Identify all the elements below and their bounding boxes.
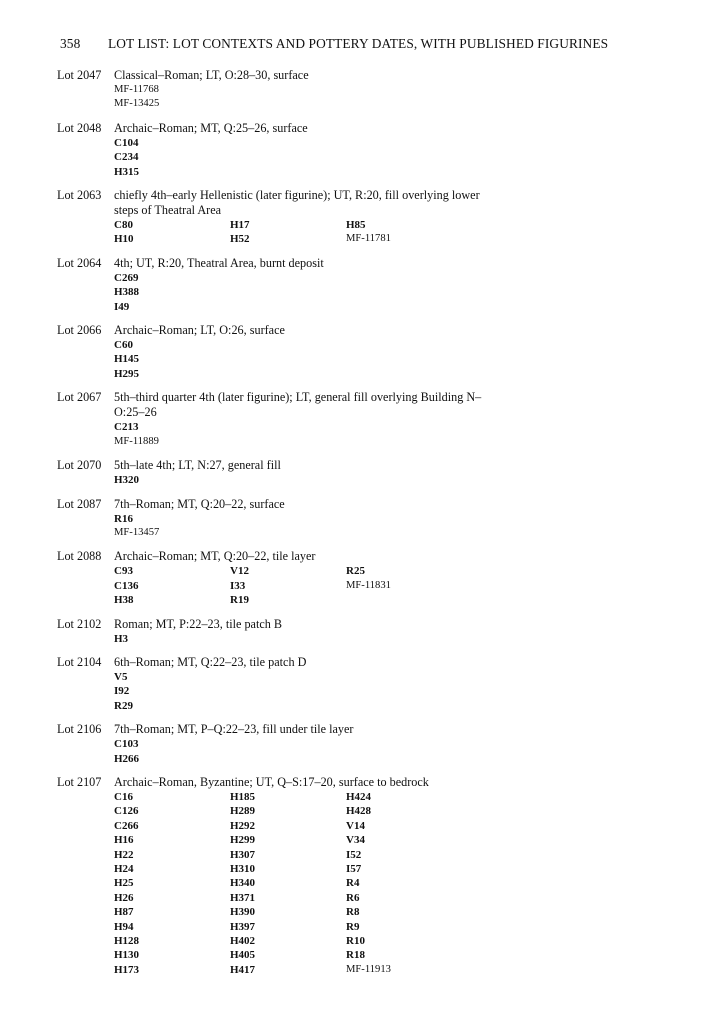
lot-label: Lot 2070 — [57, 458, 102, 473]
figurine-catalog-number: R16 — [114, 512, 133, 525]
figurine-catalog-number: H87 — [114, 906, 134, 919]
figurine-catalog-number: C104 — [114, 136, 139, 149]
figurine-catalog-number: H185 — [230, 790, 256, 803]
figurine-catalog-number: H22 — [114, 848, 134, 861]
figurine-list — [114, 83, 494, 112]
figurine-catalog-number: C103 — [114, 738, 139, 751]
lot-body — [114, 458, 494, 487]
figurine-catalog-number: R18 — [346, 949, 365, 962]
lot-body — [114, 390, 494, 449]
figurine-list — [114, 420, 494, 449]
figurine-catalog-number: H173 — [114, 963, 140, 976]
lot-label: Lot 2066 — [57, 323, 102, 338]
running-title: LOT LIST: LOT CONTEXTS AND POTTERY DATES, WITH PUBLISHED FIGURINES — [108, 36, 609, 51]
figurine-catalog-number: C93 — [114, 565, 133, 578]
lot-entry — [57, 617, 657, 646]
lot-description: chiefly 4th–early Hellenistic (later figurine); UT, R:20, fill overlying lower steps of Theatral Area — [114, 188, 480, 218]
figurine-catalog-number: H24 — [114, 863, 134, 875]
lot-entry — [57, 68, 657, 112]
lot-label: Lot 2067 — [57, 390, 102, 405]
figurine-catalog-number: R9 — [346, 920, 360, 933]
figurine-catalog-number: H52 — [230, 233, 250, 246]
figurine-catalog-number: V14 — [346, 819, 365, 832]
figurine-catalog-number: H405 — [230, 949, 256, 962]
figurine-catalog-number: I92 — [114, 685, 130, 698]
lot-body — [114, 121, 494, 179]
figurine-catalog-number: H16 — [114, 834, 134, 847]
figurine-catalog-number: H17 — [230, 219, 250, 232]
lot-description: 7th–Roman; MT, P–Q:22–23, fill under tile layer — [114, 722, 354, 737]
figurine-catalog-number: H85 — [346, 219, 366, 232]
figurine-catalog-number: R19 — [230, 594, 249, 607]
figurine-catalog-number: I33 — [230, 579, 246, 592]
figurine-catalog-number: R6 — [346, 891, 360, 904]
lot-entry — [57, 256, 657, 314]
lot-label: Lot 2106 — [57, 722, 102, 737]
lot-label: Lot 2063 — [57, 188, 102, 203]
figurine-catalog-number: H310 — [230, 863, 256, 875]
figurine-catalog-number: R29 — [114, 699, 133, 712]
figurine-catalog-number: H428 — [346, 805, 372, 818]
inventory-number: MF-11781 — [346, 233, 391, 245]
figurine-catalog-number: H130 — [114, 949, 140, 962]
figurine-list — [114, 136, 494, 179]
figurine-catalog-number: H292 — [230, 819, 256, 832]
lot-description: Archaic–Roman; MT, Q:20–22, tile layer — [114, 549, 316, 564]
lot-description: Roman; MT, P:22–23, tile patch B — [114, 616, 283, 631]
figurine-catalog-number: H340 — [230, 877, 256, 890]
lot-description: 6th–Roman; MT, Q:22–23, tile patch D — [114, 654, 307, 669]
inventory-number: MF-13425 — [114, 98, 160, 110]
figurine-catalog-number: C80 — [114, 219, 133, 232]
figurine-catalog-number: H266 — [114, 752, 140, 765]
lot-label: Lot 2047 — [57, 68, 102, 82]
figurine-catalog-number: H289 — [230, 805, 256, 818]
lot-body — [114, 256, 494, 314]
lot-label: Lot 2087 — [57, 496, 102, 511]
inventory-number: MF-11913 — [346, 963, 391, 975]
figurine-catalog-number: R25 — [346, 565, 365, 578]
lot-description: Archaic–Roman; MT, Q:25–26, surface — [114, 120, 308, 135]
figurine-catalog-number: H145 — [114, 353, 140, 366]
lot-entry — [57, 188, 657, 247]
lot-label: Lot 2088 — [57, 549, 102, 564]
figurine-catalog-number: I49 — [114, 300, 130, 313]
figurine-catalog-number: H25 — [114, 877, 134, 890]
figurine-catalog-number: H417 — [230, 963, 256, 976]
lot-body — [114, 188, 494, 247]
figurine-list — [114, 564, 494, 607]
lot-body — [114, 722, 494, 766]
lot-label: Lot 2064 — [57, 255, 102, 270]
figurine-catalog-number: H424 — [346, 790, 372, 803]
lot-description: 7th–Roman; MT, Q:20–22, surface — [114, 496, 285, 511]
lot-body — [114, 775, 494, 977]
lot-entry — [57, 775, 657, 977]
lot-entry — [57, 722, 657, 766]
running-header — [60, 36, 660, 52]
lot-entry — [57, 323, 657, 381]
lot-label: Lot 2107 — [57, 774, 102, 789]
figurine-catalog-number: H320 — [114, 474, 140, 487]
lot-description: Classical–Roman; LT, O:28–30, surface — [114, 68, 309, 82]
figurine-catalog-number: C16 — [114, 790, 133, 803]
figurine-catalog-number: H10 — [114, 233, 134, 246]
figurine-catalog-number: H307 — [230, 848, 256, 861]
figurine-catalog-number: V12 — [230, 565, 249, 578]
figurine-catalog-number: H3 — [114, 632, 129, 645]
figurine-catalog-number: H38 — [114, 594, 134, 607]
figurine-catalog-number: C126 — [114, 805, 139, 818]
lot-label: Lot 2104 — [57, 654, 102, 669]
figurine-catalog-number: H390 — [230, 906, 256, 919]
lot-label: Lot 2102 — [57, 616, 102, 631]
lot-entry — [57, 121, 657, 179]
lot-entry — [57, 549, 657, 607]
figurine-catalog-number: C60 — [114, 339, 133, 352]
figurine-list — [114, 338, 494, 381]
figurine-catalog-number: H295 — [114, 367, 140, 380]
lot-entry — [57, 655, 657, 713]
figurine-catalog-number: C234 — [114, 151, 139, 164]
lot-description: 5th–third quarter 4th (later figurine); LT, general fill overlying Building N–O:25–26 — [114, 390, 482, 420]
lot-entry — [57, 390, 657, 449]
figurine-catalog-number: I57 — [346, 863, 362, 875]
figurine-catalog-number: H26 — [114, 891, 134, 904]
figurine-catalog-number: V34 — [346, 834, 365, 847]
figurine-catalog-number: R10 — [346, 935, 365, 948]
lot-body — [114, 68, 494, 112]
lot-description: Archaic–Roman; LT, O:26, surface — [114, 323, 285, 338]
figurine-catalog-number: H94 — [114, 920, 134, 933]
figurine-catalog-number: H388 — [114, 286, 140, 299]
figurine-catalog-number: C266 — [114, 819, 139, 832]
figurine-catalog-number: C213 — [114, 421, 139, 434]
figurine-list — [114, 473, 494, 487]
figurine-list — [114, 512, 494, 541]
inventory-number: MF-13457 — [114, 526, 160, 538]
figurine-list — [114, 737, 494, 766]
inventory-number: MF-11831 — [346, 579, 391, 591]
lot-body — [114, 497, 494, 541]
lot-entry — [57, 497, 657, 541]
figurine-catalog-number: V5 — [114, 670, 128, 683]
figurine-catalog-number: C136 — [114, 579, 139, 592]
figurine-catalog-number: H299 — [230, 834, 256, 847]
lot-body — [114, 323, 494, 381]
lot-entry — [57, 458, 657, 487]
figurine-catalog-number: H315 — [114, 165, 140, 178]
page-number: 358 — [60, 36, 81, 51]
figurine-catalog-number: H128 — [114, 935, 140, 948]
figurine-catalog-number: R4 — [346, 877, 360, 890]
lot-body — [114, 655, 494, 713]
figurine-catalog-number: C269 — [114, 271, 139, 284]
lot-description: 4th; UT, R:20, Theatral Area, burnt deposit — [114, 255, 324, 270]
inventory-number: MF-11889 — [114, 435, 159, 447]
lot-body — [114, 617, 494, 646]
figurine-list — [114, 670, 494, 713]
lot-body — [114, 549, 494, 607]
figurine-catalog-number: I52 — [346, 848, 362, 861]
figurine-list — [114, 790, 494, 977]
lot-description: 5th–late 4th; LT, N:27, general fill — [114, 458, 281, 473]
figurine-catalog-number: R8 — [346, 906, 360, 919]
lot-list — [57, 68, 657, 986]
figurine-list — [114, 218, 494, 247]
figurine-list — [114, 271, 494, 314]
inventory-number: MF-11768 — [114, 84, 159, 95]
figurine-catalog-number: H371 — [230, 891, 256, 904]
figurine-list — [114, 632, 494, 646]
figurine-catalog-number: H397 — [230, 920, 256, 933]
lot-label: Lot 2048 — [57, 120, 102, 135]
lot-description: Archaic–Roman, Byzantine; UT, Q–S:17–20, surface to bedrock — [114, 774, 429, 789]
figurine-catalog-number: H402 — [230, 935, 256, 948]
